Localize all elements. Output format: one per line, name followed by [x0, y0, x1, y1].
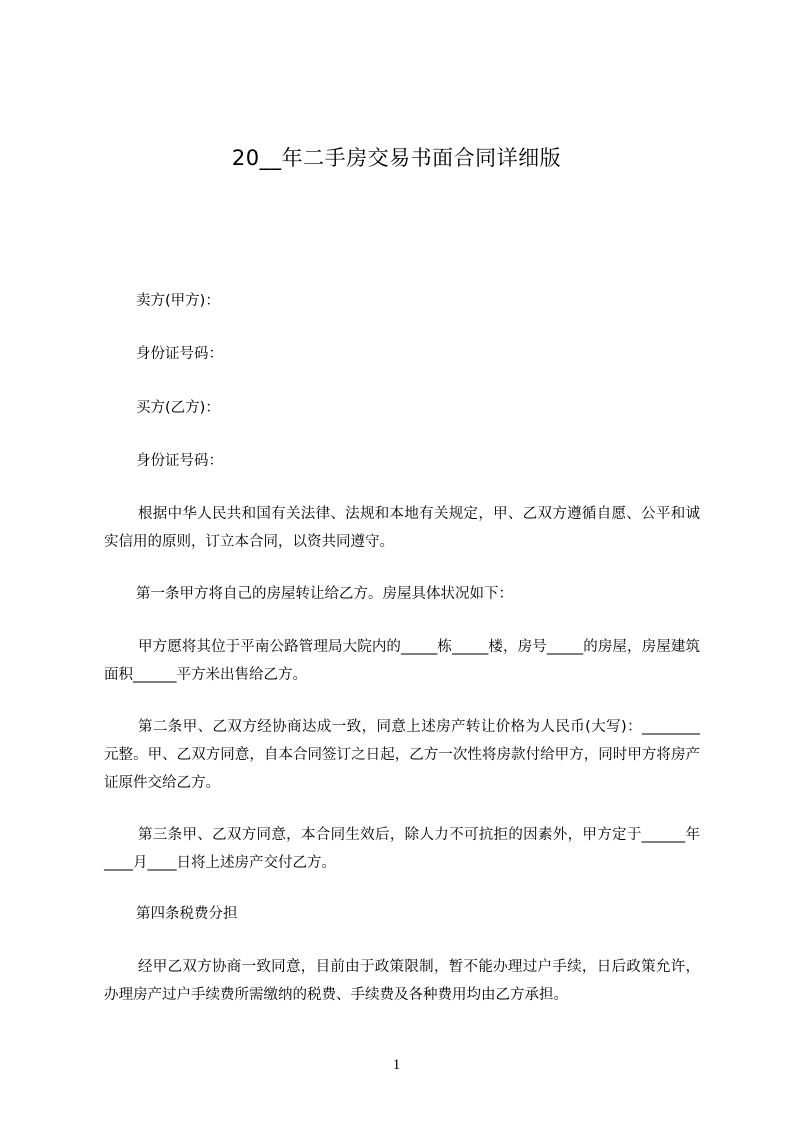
buyer-id-line: 身份证号码：: [136, 453, 223, 469]
page-number: 1: [392, 1057, 401, 1073]
article2-paragraph: 第二条甲、乙双方经协商达成一致，同意上述房产转让价格为人民币(大写)：________元整。甲、乙双方同意，自本合同签订之日起，乙方一次性将房款付给甲方，同时甲方将房产证原件交给乙方。: [104, 719, 700, 791]
preamble-paragraph: 根据中华人民共和国有关法律、法规和本地有关规定，甲、乙双方遵循自愿、公平和诚实信用的原则，订立本合同，以资共同遵守。: [104, 506, 700, 550]
article4-heading: 第四条税费分担: [136, 906, 238, 922]
article1-heading: 第一条甲方将自己的房屋转让给乙方。房屋具体状况如下：: [136, 586, 513, 602]
article3-paragraph: 第三条甲、乙双方同意，本合同生效后，除人力不可抗拒的因素外，甲方定于______年____月____日将上述房产交付乙方。: [104, 827, 700, 871]
article4-paragraph: 经甲乙双方协商一致同意，目前由于政策限制，暂不能办理过户手续，日后政策允许，办理房产过户手续费所需缴纳的税费、手续费及各种费用均由乙方承担。: [104, 959, 700, 1003]
seller-id-line: 身份证号码：: [136, 346, 223, 362]
buyer-line: 买方(乙方)：: [136, 400, 220, 416]
seller-line: 卖方(甲方)：: [136, 293, 220, 309]
document-title: 20__年二手房交易书面合同详细版: [231, 146, 562, 170]
article1-paragraph: 甲方愿将其位于平南公路管理局大院内的_____栋_____楼，房号_____的房屋，房屋建筑面积______平方米出售给乙方。: [104, 639, 700, 683]
